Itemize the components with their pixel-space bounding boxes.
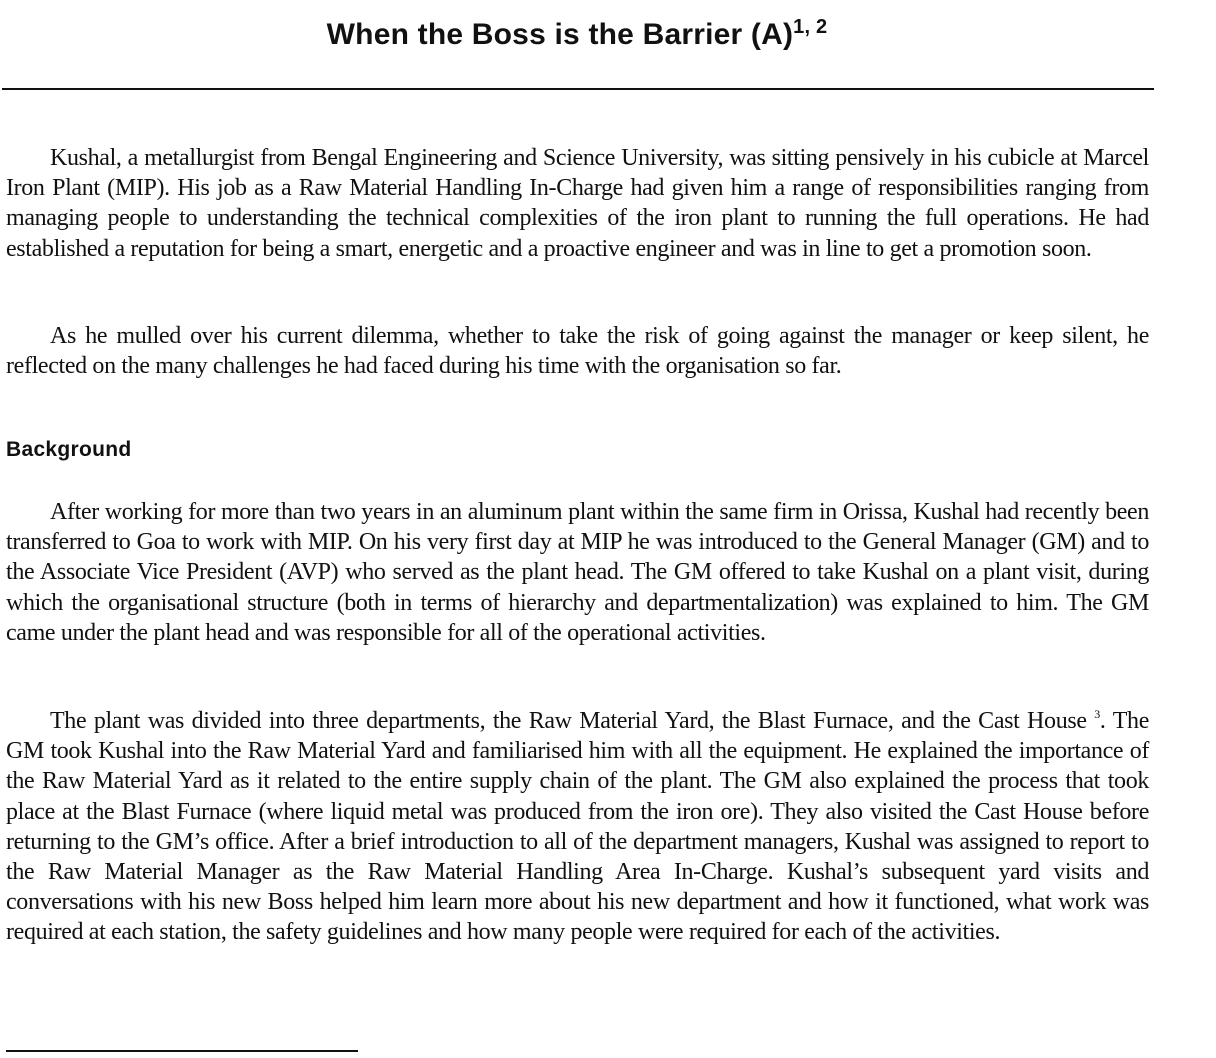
- intro-paragraph-1: Kushal, a metallurgist from Bengal Engineering and Science University, was sitting pensively in his cubicle at Marcel Iron Plant (MIP). His job as a Raw Material Handling In-Charge had given him a range of responsibilities ranging from managing people to understanding the technical complexities of the iron plant to running the full operations. He had established a reputation for being a smart, energetic and a proactive engineer and was in line to get a promotion soon.: [6, 145, 1149, 262]
- footnote-marker: 3: [1094, 707, 1100, 721]
- title-footnote-markers: 1, 2: [793, 16, 828, 38]
- document-title: [0, 18, 1154, 52]
- paragraph-text-part-1: The plant was divided into three departments, the Raw Material Yard, the Blast Furnace, and the Cast House: [50, 708, 1095, 734]
- title-text: When the Boss is the Barrier (A): [326, 18, 794, 51]
- background-paragraph-1: After working for more than two years in an aluminum plant within the same firm in Orissa, Kushal had recently been transferred to Goa to work with MIP. On his very first day at MIP he was introduced to the General Manager (GM) and to the Associate Vice President (AVP) who served as the plant head. The GM offered to take Kushal on a plant visit, during which the organisational structure (both in terms of hierarchy and departmentalization) was explained to him. The GM came under the plant head and was responsible for all of the operational activities.: [6, 499, 1149, 646]
- background-paragraph-2: [6, 706, 1149, 948]
- footnote-separator: [6, 1050, 358, 1052]
- paragraph-text-part-2: . The GM took Kushal into the Raw Material Yard and familiarised him with all the equipment. He explained the importance of the Raw Material Yard as it related to the entire supply chain of the plant. The GM also explained the process that took place at the Blast Furnace (where liquid metal was produced from the iron ore). They also visited the Cast House before returning to the GM’s office. After a brief introduction to all of the department managers, Kushal was assigned to report to the Raw Material Manager as the Raw Material Handling Area In-Charge. Kushal’s subsequent yard visits and conversations with his new Boss helped him learn more about his new department and how it functioned, what work was required at each station, the safety guidelines and how many people were required for each of the activities.: [6, 708, 1149, 946]
- title-divider: [2, 88, 1154, 90]
- section-heading-background: Background: [6, 438, 132, 461]
- intro-paragraph-2: As he mulled over his current dilemma, whether to take the risk of going against the manager or keep silent, he reflected on the many challenges he had faced during his time with the organisation so far.: [6, 323, 1149, 380]
